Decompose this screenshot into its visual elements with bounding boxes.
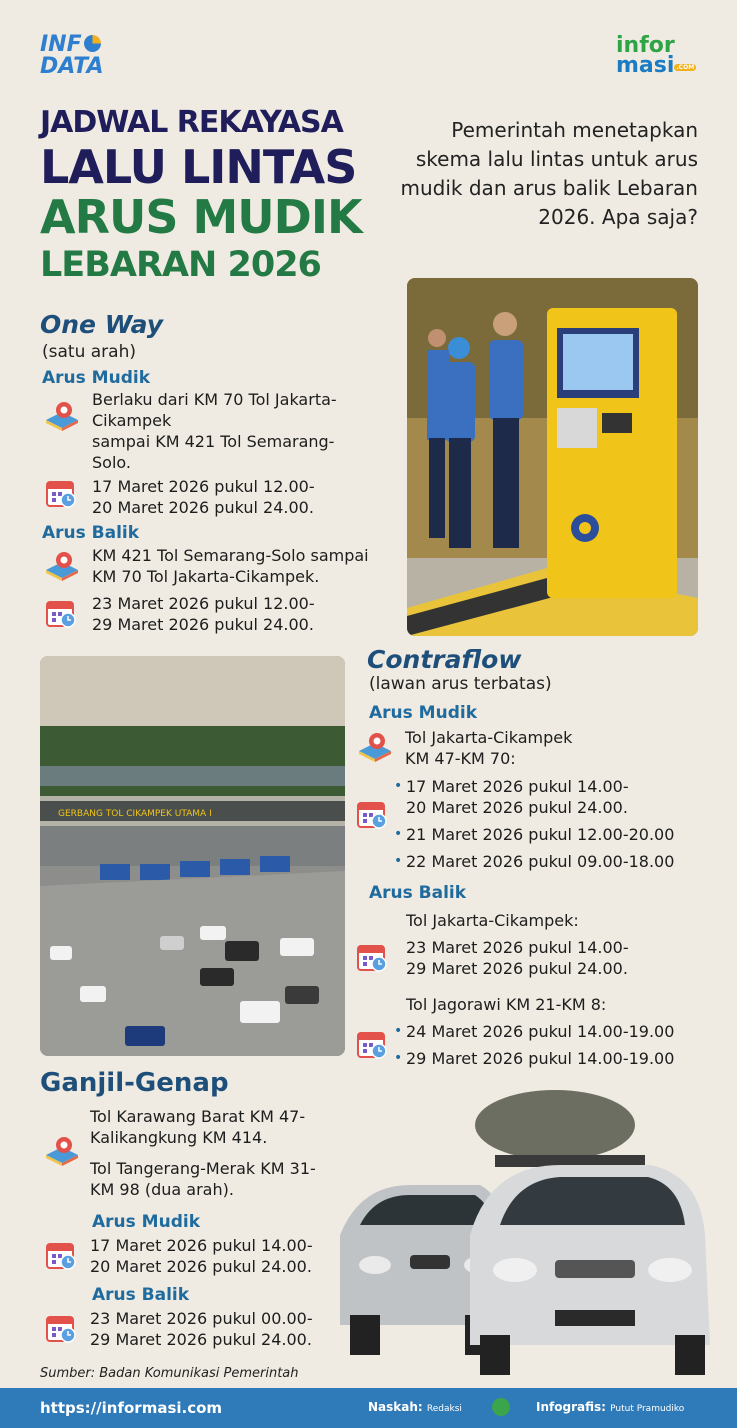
calendar-icon xyxy=(355,797,389,831)
one-way-balik-heading: Arus Balik xyxy=(42,523,140,543)
intro-text: Pemerintah menetapkan skema lalu lintas untuk arus mudik dan arus balik Lebaran 2026. Apa saja? xyxy=(400,118,698,229)
one-way-title: One Way xyxy=(40,310,163,339)
toll-gate-sign: GERBANG TOL CIKAMPEK UTAMA I xyxy=(58,809,212,819)
infografis-credit: Infografis: Putut Pramudiko xyxy=(536,1400,685,1414)
contraflow-balik-heading: Arus Balik xyxy=(369,883,467,903)
one-way-mudik-dates: 17 Maret 2026 pukul 12.00- 20 Maret 2026 pukul 24.00. xyxy=(92,477,315,517)
ganjil-genap-mudik-heading: Arus Mudik xyxy=(92,1212,201,1232)
ganjil-genap-route-1: Tol Karawang Barat KM 47- Kalikangkung KM 414. xyxy=(90,1107,306,1147)
toll-gate-photo xyxy=(40,656,345,1056)
contraflow-mudik-heading: Arus Mudik xyxy=(369,703,478,723)
calendar-icon xyxy=(355,940,389,974)
contraflow-mudik-date-3: • 22 Maret 2026 pukul 09.00-18.00 xyxy=(406,851,674,872)
naskah-credit: Naskah: Redaksi xyxy=(368,1400,462,1414)
contraflow-mudik-route: Tol Jakarta-Cikampek KM 47-KM 70: xyxy=(405,728,573,768)
calendar-icon xyxy=(355,1027,389,1061)
ganjil-genap-balik-dates: 23 Maret 2026 pukul 00.00- 29 Maret 2026 pukul 24.00. xyxy=(90,1309,313,1349)
map-pin-icon xyxy=(355,731,395,765)
contraflow-balik-bullet-2: • 29 Maret 2026 pukul 14.00-19.00 xyxy=(406,1048,674,1069)
contraflow-balik-bullet-1: • 24 Maret 2026 pukul 14.00-19.00 xyxy=(406,1021,674,1042)
title-line-3: ARUS MUDIK xyxy=(40,190,362,244)
cars-photo xyxy=(330,1085,720,1375)
contraflow-balik-route-2: Tol Jagorawi KM 21-KM 8: xyxy=(406,995,607,1014)
one-way-balik-route: KM 421 Tol Semarang-Solo sampai KM 70 Tol Jakarta-Cikampek. xyxy=(92,546,369,586)
ganjil-genap-route-2: Tol Tangerang-Merak KM 31- KM 98 (dua arah). xyxy=(90,1159,316,1199)
one-way-balik-dates: 23 Maret 2026 pukul 12.00- 29 Maret 2026 pukul 24.00. xyxy=(92,594,315,634)
source-note: Sumber: Badan Komunikasi Pemerintah xyxy=(40,1366,299,1381)
calendar-icon xyxy=(44,1238,78,1272)
informasi-logo: infor masi .COM xyxy=(616,33,695,78)
contraflow-mudik-date-1b: 20 Maret 2026 pukul 24.00. xyxy=(406,798,628,817)
contraflow-title: Contraflow xyxy=(367,645,522,674)
title-line-4: LEBARAN 2026 xyxy=(40,245,321,285)
contraflow-balik-dates: 23 Maret 2026 pukul 14.00- 29 Maret 2026 pukul 24.00. xyxy=(406,938,629,978)
map-pin-icon xyxy=(42,400,82,434)
title-line-1: JADWAL REKAYASA xyxy=(40,105,343,140)
footer xyxy=(0,1388,737,1428)
one-way-mudik-route: Berlaku dari KM 70 Tol Jakarta- Cikampek sampai KM 421 Tol Semarang- Solo. xyxy=(92,390,337,472)
toll-officers-photo xyxy=(407,278,698,636)
title-line-2: LALU LINTAS xyxy=(40,140,357,194)
contraflow-subtitle: (lawan arus terbatas) xyxy=(369,674,552,694)
ganjil-genap-title: Ganjil-Genap xyxy=(40,1068,229,1098)
pie-chart-icon xyxy=(84,35,101,52)
contraflow-balik-route-1: Tol Jakarta-Cikampek: xyxy=(406,911,579,930)
page-title xyxy=(40,105,380,285)
calendar-icon xyxy=(44,596,78,630)
one-way-mudik-heading: Arus Mudik xyxy=(42,368,151,388)
play-logo-icon xyxy=(492,1398,510,1416)
infodata-logo: INF DATA xyxy=(40,32,104,79)
contraflow-mudik-date-1: • 17 Maret 2026 pukul 14.00- xyxy=(406,776,629,797)
ganjil-genap-mudik-dates: 17 Maret 2026 pukul 14.00- 20 Maret 2026 pukul 24.00. xyxy=(90,1236,313,1276)
calendar-icon xyxy=(44,1311,78,1345)
contraflow-mudik-date-2: • 21 Maret 2026 pukul 12.00-20.00 xyxy=(406,824,674,845)
map-pin-icon xyxy=(42,1135,82,1169)
website-link[interactable]: https://informasi.com xyxy=(40,1399,223,1417)
ganjil-genap-balik-heading: Arus Balik xyxy=(92,1285,190,1305)
map-pin-icon xyxy=(42,550,82,584)
one-way-subtitle: (satu arah) xyxy=(42,342,136,362)
calendar-icon xyxy=(44,476,78,510)
